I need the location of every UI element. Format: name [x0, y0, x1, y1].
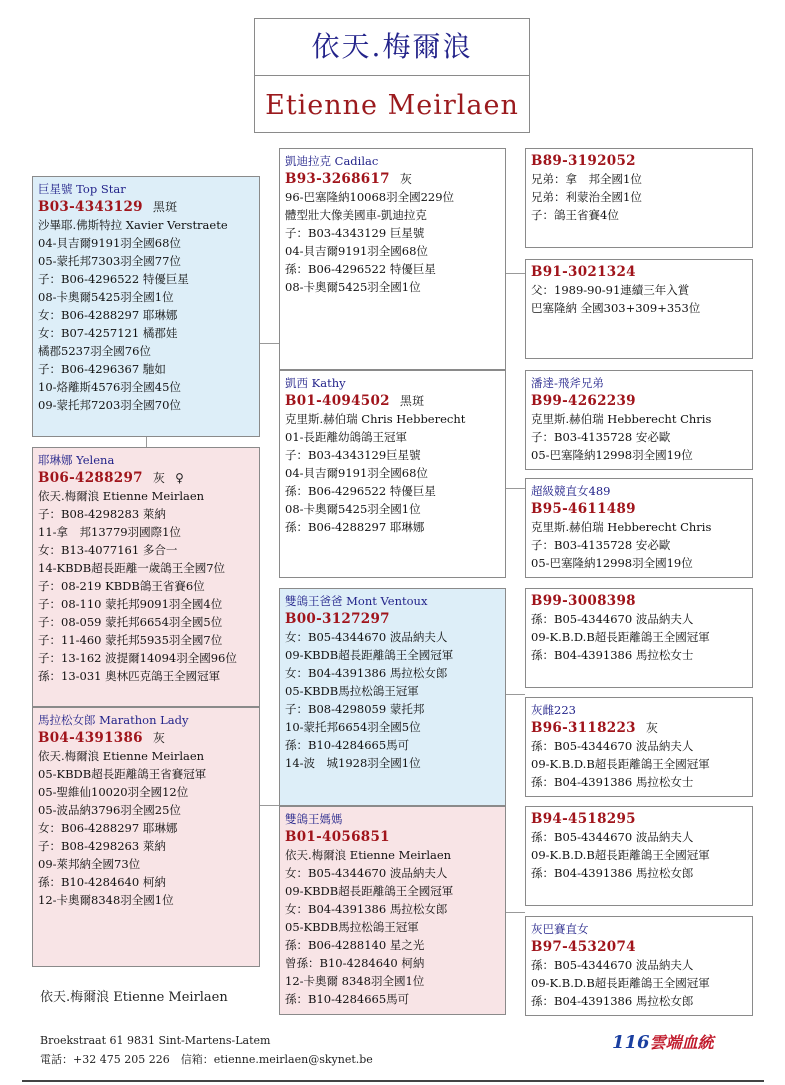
info-line: 依天.梅爾浪 Etienne Meirlaen	[38, 489, 205, 503]
info-line: 女：B07-4257121 橘郡娃	[38, 326, 178, 340]
sire-ring	[38, 198, 254, 216]
ggp-ring	[531, 392, 747, 410]
pigeon-name: 耶琳娜 Yelena	[38, 453, 115, 467]
dam-color: 灰	[152, 731, 166, 745]
info-line: 子：08-219 KBDB鴿王省賽6位	[38, 579, 205, 593]
sire-card[interactable]	[32, 176, 260, 437]
info-line: 12-卡奧爾 8348羽全國1位	[285, 974, 425, 988]
info-line: 孫：B05-4344670 波品納夫人	[531, 958, 694, 972]
info-line: 05-聖維仙10020羽全國12位	[38, 785, 189, 799]
sire-name: 巨星號 Top Star	[38, 182, 126, 196]
pigeon-color: 灰	[152, 471, 166, 485]
info-line: 14-波 城1928羽全國1位	[285, 756, 421, 770]
info-line: 女：B06-4288297 耶琳娜	[38, 821, 178, 835]
sire-lines	[38, 216, 254, 414]
footer-address: Broekstraat 61 9831 Sint-Martens-Latem	[40, 1034, 271, 1047]
info-line: 子：B03-4135728 安必歐	[531, 538, 671, 552]
info-line: 兄弟：拿 邦全國1位	[531, 172, 642, 186]
bottom-divider	[22, 1080, 764, 1082]
connector	[259, 805, 280, 806]
great-grandparent-card[interactable]	[525, 148, 753, 248]
ring-number: B95-4611489	[531, 501, 636, 517]
info-line: 曾孫：B10-4284640 柯納	[285, 956, 425, 970]
pigeon-ring	[38, 469, 254, 487]
dam-name: 馬拉松女郎 Marathon Lady	[38, 713, 189, 727]
connector	[505, 488, 525, 489]
info-line: 體型壯大像美國車-凱迪拉克	[285, 208, 427, 222]
ring-number: B97-4532074	[531, 939, 636, 955]
info-line: 女：B04-4391386 馬拉松女郎	[285, 902, 448, 916]
info-line: 女：B05-4344670 波品納夫人	[285, 866, 448, 880]
info-line: 96-巴塞隆納10068羽全國229位	[285, 190, 455, 204]
owner-name: 依天.梅爾浪 Etienne Meirlaen	[40, 990, 228, 1005]
info-line: 孫：B06-4296522 特優巨星	[285, 484, 436, 498]
info-line: 孫：B04-4391386 馬拉松女郎	[531, 994, 694, 1008]
grandsire-2-lines	[285, 628, 500, 772]
info-line: 05-蒙托邦7303羽全國77位	[38, 254, 181, 268]
info-line: 孫：B05-4344670 波品納夫人	[531, 830, 694, 844]
grandsire-1-name: 凱迪拉克 Cadilac	[285, 154, 379, 168]
color: 灰	[399, 172, 413, 186]
ring-number: B01-4056851	[285, 829, 390, 845]
info-line: 09-K.B.D.B超長距離鴿王全國冠軍	[531, 848, 710, 862]
info-line: 10-烙離斯4576羽全國45位	[38, 380, 181, 394]
info-line: 孫：B04-4391386 馬拉松女郎	[531, 866, 694, 880]
info-line: 09-K.B.D.B超長距離鴿王全國冠軍	[531, 976, 710, 990]
info-line: 兄弟：利蒙治全國1位	[531, 190, 642, 204]
info-line: 女：B13-4077161 多合一	[38, 543, 178, 557]
info-line: 子：鴿王省賽4位	[531, 208, 619, 222]
ring-number: B99-4262239	[531, 393, 636, 409]
info-line: 12-卡奧爾8348羽全國1位	[38, 893, 174, 907]
ring-number: B93-3268617	[285, 171, 390, 187]
grandsire-1-lines	[285, 188, 500, 296]
info-line: 女：B04-4391386 馬拉松女郎	[285, 666, 448, 680]
great-grandparent-card[interactable]	[525, 259, 753, 359]
info-line: 05-巴塞隆納12998羽全國19位	[531, 556, 693, 570]
dam-ring	[38, 729, 254, 747]
grandsire-1-card[interactable]	[279, 148, 506, 370]
logo-text: 雲端血統	[649, 1033, 714, 1052]
info-line: 子：B03-4343129 巨星號	[285, 226, 425, 240]
info-line: 沙畢耶.佛斯特拉 Xavier Verstraete	[38, 218, 228, 232]
color: 灰	[645, 721, 659, 735]
ring-number: B91-3021324	[531, 264, 636, 280]
info-line: 克里斯.赫伯瑞 Chris Hebberecht	[285, 412, 466, 426]
sire-color: 黑斑	[152, 200, 178, 214]
ring-number: B89-3192052	[531, 153, 636, 169]
info-line: 子：B08-4298283 萊納	[38, 507, 166, 521]
ring-number: B99-3008398	[531, 593, 636, 609]
ggp-ring	[531, 592, 747, 610]
dam-card[interactable]	[32, 707, 260, 967]
info-line: 克里斯.赫伯瑞 Hebberecht Chris	[531, 412, 712, 426]
info-line: 05-巴塞隆納12998羽全國19位	[531, 448, 693, 462]
connector	[146, 437, 147, 447]
ggp-ring	[531, 719, 747, 737]
info-line: 子：11-460 蒙托邦5935羽全國7位	[38, 633, 223, 647]
info-line: 05-波品納3796羽全國25位	[38, 803, 181, 817]
grandsire-2-name: 雙鴿王爸爸 Mont Ventoux	[285, 594, 428, 608]
ring-number: B00-3127297	[285, 611, 390, 627]
info-line: 依天.梅爾浪 Etienne Meirlaen	[38, 749, 205, 763]
logo-number: 116	[612, 1032, 650, 1053]
info-line: 孫：B10-4284665馬可	[285, 738, 410, 752]
connector	[505, 694, 525, 695]
connector	[505, 273, 525, 274]
granddam-2-card[interactable]	[279, 806, 506, 1015]
color: 黑斑	[399, 394, 425, 408]
info-line: 11-拿 邦13779羽國際1位	[38, 525, 181, 539]
granddam-1-name: 凱西 Kathy	[285, 376, 346, 390]
ggp-ring	[531, 152, 747, 170]
great-grandparent-card[interactable]	[525, 370, 753, 470]
info-line: 孫：B10-4284665馬可	[285, 992, 410, 1006]
breeder-name-chinese: 依天.梅爾浪	[255, 19, 529, 76]
info-line: 09-K.B.D.B超長距離鴿王全國冠軍	[531, 757, 710, 771]
info-line: 子：08-110 蒙托邦9091羽全國4位	[38, 597, 223, 611]
info-line: 子：B03-4135728 安必歐	[531, 430, 671, 444]
info-line: 克里斯.赫伯瑞 Hebberecht Chris	[531, 520, 712, 534]
ring-number: B01-4094502	[285, 393, 390, 409]
info-line: 孫：B05-4344670 波品納夫人	[531, 612, 694, 626]
great-grandparent-card[interactable]	[525, 478, 753, 578]
connector	[259, 343, 280, 344]
granddam-1-ring	[285, 392, 500, 410]
sex-icon: ♀	[175, 471, 185, 485]
info-line: 子：08-059 蒙托邦6654羽全國5位	[38, 615, 223, 629]
info-line: 女：B05-4344670 波品納夫人	[285, 630, 448, 644]
info-line: 子：B08-4298263 萊納	[38, 839, 166, 853]
ggp-ring	[531, 263, 747, 281]
info-line: 孫：B04-4391386 馬拉松女士	[531, 648, 694, 662]
info-line: 01-長距離幼鴿鴿王冠軍	[285, 430, 408, 444]
info-line: 孫：13-031 奧林匹克鴿王全國冠軍	[38, 669, 221, 683]
pigeon-lines	[38, 487, 254, 685]
info-line: 04-貝吉爾9191羽全國68位	[38, 236, 181, 250]
info-line: 孫：B10-4284640 柯納	[38, 875, 166, 889]
granddam-2-lines	[285, 846, 500, 1008]
info-line: 孫：B04-4391386 馬拉松女士	[531, 775, 694, 789]
footer-contact: 電話：+32 475 205 226 信箱：etienne.meirlaen@skynet.be	[40, 1053, 373, 1066]
info-line: 05-KBDB超長距離鴿王省賽冠軍	[38, 767, 207, 781]
ring-number: B96-3118223	[531, 720, 636, 736]
info-line: 04-貝吉爾9191羽全國68位	[285, 244, 428, 258]
info-line: 08-卡奧爾5425羽全國1位	[285, 280, 421, 294]
info-line: 子：B06-4296522 特優巨星	[38, 272, 189, 286]
site-logo[interactable]	[612, 1030, 714, 1053]
info-line: 08-卡奧爾5425羽全國1位	[38, 290, 174, 304]
grandsire-1-ring	[285, 170, 500, 188]
pigeon-card[interactable]	[32, 447, 260, 707]
info-line: 10-蒙托邦6654羽全國5位	[285, 720, 421, 734]
great-grandparent-card[interactable]	[525, 588, 753, 688]
ggp-name: 潘達-飛斧兄弟	[531, 376, 604, 390]
granddam-2-ring	[285, 828, 500, 846]
info-line: 14-KBDB超長距離一歲鴿王全國7位	[38, 561, 226, 575]
info-line: 子：13-162 波提爾14094羽全國96位	[38, 651, 237, 665]
info-line: 09-KBDB超長距離鴿王全國冠軍	[285, 648, 454, 662]
granddam-1-card[interactable]	[279, 370, 506, 578]
granddam-2-name: 雙鴿王媽媽	[285, 812, 343, 826]
grandsire-2-ring	[285, 610, 500, 628]
great-grandparent-card[interactable]	[525, 697, 753, 797]
info-line: 04-貝吉爾9191羽全國68位	[285, 466, 428, 480]
info-line: 09-蒙托邦7203羽全國70位	[38, 398, 181, 412]
info-line: 父：1989-90-91連續三年入賞	[531, 283, 690, 297]
ring-number: B04-4391386	[38, 730, 143, 746]
info-line: 女：B06-4288297 耶琳娜	[38, 308, 178, 322]
ring-number: B06-4288297	[38, 470, 143, 486]
info-line: 09-KBDB超長距離鴿王全國冠軍	[285, 884, 454, 898]
great-grandparent-card[interactable]	[525, 806, 753, 906]
ggp-name: 灰巴賽直女	[531, 922, 589, 936]
ggp-ring	[531, 500, 747, 518]
info-line: 依天.梅爾浪 Etienne Meirlaen	[285, 848, 452, 862]
info-line: 孫：B06-4296522 特優巨星	[285, 262, 436, 276]
info-line: 孫：B05-4344670 波品納夫人	[531, 739, 694, 753]
ring-number: B94-4518295	[531, 811, 636, 827]
granddam-1-lines	[285, 410, 500, 536]
pedigree-header	[254, 18, 530, 133]
info-line: 橘郡5237羽全國76位	[38, 344, 151, 358]
info-line: 09-K.B.D.B超長距離鴿王全國冠軍	[531, 630, 710, 644]
dam-lines	[38, 747, 254, 909]
info-line: 子：B06-4296367 馳如	[38, 362, 166, 376]
info-line: 子：B08-4298059 蒙托邦	[285, 702, 425, 716]
ggp-ring	[531, 810, 747, 828]
great-grandparent-card[interactable]	[525, 916, 753, 1016]
ggp-name: 灰雌223	[531, 703, 576, 717]
grandsire-2-card[interactable]	[279, 588, 506, 806]
ggp-name: 超級競直女489	[531, 484, 611, 498]
ring-number: B03-4343129	[38, 199, 143, 215]
info-line: 孫：B06-4288140 星之光	[285, 938, 425, 952]
info-line: 08-卡奧爾5425羽全國1位	[285, 502, 421, 516]
info-line: 子：B03-4343129巨星號	[285, 448, 421, 462]
breeder-name-english: Etienne Meirlaen	[265, 90, 519, 121]
info-line: 孫：B06-4288297 耶琳娜	[285, 520, 425, 534]
info-line: 巴塞隆納 全國303+309+353位	[531, 301, 701, 315]
ggp-ring	[531, 938, 747, 956]
info-line: 05-KBDB馬拉松鴿王冠軍	[285, 684, 419, 698]
info-line: 05-KBDB馬拉松鴿王冠軍	[285, 920, 419, 934]
info-line: 09-萊邦納全國73位	[38, 857, 141, 871]
connector	[505, 912, 525, 913]
